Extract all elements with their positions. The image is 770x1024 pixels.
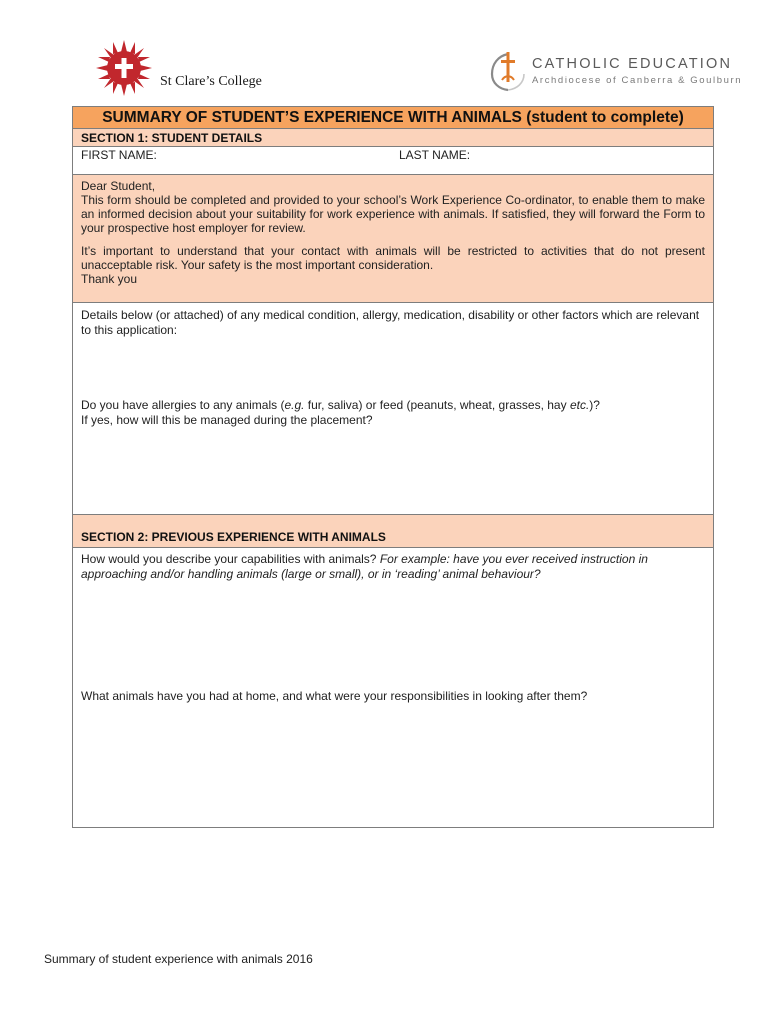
capability-question bbox=[81, 552, 705, 581]
page-footer: Summary of student experience with animals 2016 bbox=[44, 952, 313, 966]
last-name-label[interactable]: LAST NAME: bbox=[399, 148, 471, 162]
college-name: St Clare’s College bbox=[160, 74, 262, 89]
letter-paragraph-2: It’s important to understand that your contact with animals will be restricted to activities that do not present unacceptable risk. Your safety is the most important consideration. Thank you bbox=[81, 244, 705, 286]
first-name-label[interactable]: FIRST NAME: bbox=[81, 148, 157, 162]
catholic-education-logo-icon bbox=[488, 50, 528, 92]
allergy-question-text-1: Do you have allergies to any animals ( bbox=[81, 398, 285, 412]
medical-details-field[interactable] bbox=[73, 303, 713, 515]
previous-experience-field[interactable] bbox=[73, 548, 713, 828]
allergy-question-text-3: )? bbox=[589, 398, 600, 412]
section2-heading: SECTION 2: PREVIOUS EXPERIENCE WITH ANIMALS bbox=[73, 515, 713, 548]
org-subtitle: Archdiocese of Canberra & Goulburn bbox=[532, 75, 743, 86]
allergy-management-question: If yes, how will this be managed during the placement? bbox=[81, 412, 373, 427]
letter-paragraph-1: Dear Student, This form should be completed and provided to your school’s Work Experience Co-ordinator, to enable them to make an informed decision about your suitability for work experience with animals. If satisfied, they will forward the Form to your prospective host employer for review. bbox=[81, 179, 705, 235]
capability-question-text: How would you describe your capabilities with animals? bbox=[81, 552, 380, 566]
section1-heading: SECTION 1: STUDENT DETAILS bbox=[73, 129, 713, 147]
experience-form bbox=[72, 106, 714, 828]
allergy-question bbox=[81, 398, 705, 427]
home-animals-question: What animals have you had at home, and what were your responsibilities in looking after them? bbox=[81, 689, 588, 703]
form-title: SUMMARY OF STUDENT’S EXPERIENCE WITH ANIMALS (student to complete) bbox=[73, 107, 713, 129]
student-name-row bbox=[73, 147, 713, 175]
allergy-question-etc: etc. bbox=[569, 398, 590, 412]
college-logo-icon bbox=[96, 40, 152, 96]
allergy-question-eg: e.g. bbox=[284, 398, 305, 412]
instruction-letter bbox=[73, 175, 713, 303]
org-title: CATHOLIC EDUCATION bbox=[532, 56, 733, 72]
medical-details-question: Details below (or attached) of any medical condition, allergy, medication, disability or other factors which are relevant to this application: bbox=[81, 308, 700, 337]
capability-question-example: For example: have you ever received instruction in approaching and/or handling animals (large or small), or in ‘reading’ animal behaviour? bbox=[81, 552, 648, 581]
allergy-question-text-2: fur, saliva) or feed (peanuts, wheat, grasses, hay bbox=[304, 398, 570, 412]
